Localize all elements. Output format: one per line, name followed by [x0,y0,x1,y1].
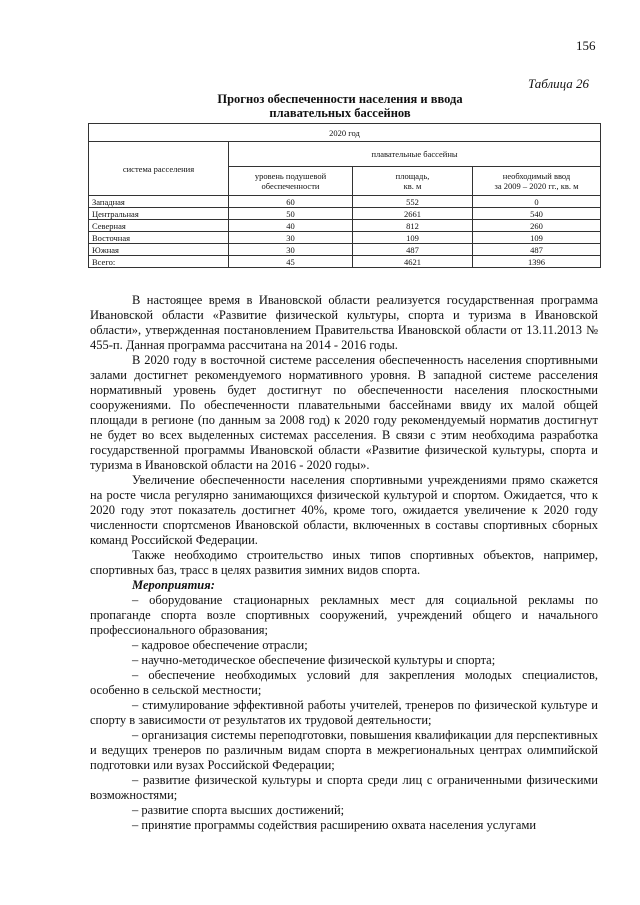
cell-level: 30 [229,232,353,244]
cell-area: 109 [353,232,473,244]
cell-system: Южная [89,244,229,256]
cell-need: 109 [473,232,601,244]
cell-need: 487 [473,244,601,256]
header-line: кв. м [403,181,422,191]
cell-level: 45 [229,256,353,268]
header-line: уровень подушевой [254,171,327,181]
table-header-row [89,142,601,167]
list-item: – научно-методическое обеспечение физической культуры и спорта; [132,653,496,667]
cell-system: Западная [89,196,229,208]
table-header-row [89,124,601,142]
cell-level: 50 [229,208,353,220]
header-line: за 2009 – 2020 гг., кв. м [494,181,579,191]
paragraph: В настоящее время в Ивановской области реализуется государственная программа Ивановской области «Развитие физической культуры, спорта и туризма в Ивановской области», утвержденная постановлением Правительства Ивановской области от 13.11.2013 № 455-п. Данная программа рассчитана на 2014 - 2016 годы. [90,293,598,352]
cell-level: 40 [229,220,353,232]
list-item: – кадровое обеспечение отрасли; [132,638,308,652]
cell-system: Восточная [89,232,229,244]
table-title-line: Прогноз обеспеченности населения и ввода [217,92,463,106]
cell-level: 30 [229,244,353,256]
table-row [89,220,601,232]
table-caption: Таблица 26 [528,76,590,91]
header-line: площадь, [395,171,430,181]
table-row [89,232,601,244]
cell-system: Центральная [89,208,229,220]
column-header-system: система расселения [89,142,229,196]
paragraph: Также необходимо строительство иных типов спортивных объектов, например, спортивных баз, трасс в целях развития зимних видов спорта. [90,548,598,577]
table-title-line: плавательных бассейнов [269,106,411,120]
cell-need: 0 [473,196,601,208]
list-item: – развитие спорта высших достижений; [132,803,345,817]
list-item: – стимулирование эффективной работы учителей, тренеров по физической культуре и спорту в зависимости от результатов их трудовой деятельности; [90,698,598,727]
list-item: – организация системы переподготовки, повышения квалификации для перспективных и ведущих тренеров по различным видам спорта в межрегиональных центрах олимпийской подготовки или вузах Российской Федерации; [90,728,598,772]
year-header: 2020 год [89,124,601,142]
measures-heading: Мероприятия: [132,578,215,592]
cell-area: 812 [353,220,473,232]
cell-level: 60 [229,196,353,208]
cell-need: 1396 [473,256,601,268]
column-group-header: плавательные бассейны [229,142,601,167]
table-row [89,196,601,208]
cell-area: 552 [353,196,473,208]
cell-system: Северная [89,220,229,232]
paragraph: Увеличение обеспеченности населения спортивными учреждениями прямо скажется на росте числа регулярно занимающихся физической культурой и спортом. Ожидается, что к 2020 году этот показатель достигнет 40%, кроме того, ожидается увеличение к 2020 году численности спортсменов Ивановской области, включенных в составы спортивных сборных команд Российской Федерации. [90,473,598,547]
list-item: – принятие программы содействия расширению охвата населения услугами [132,818,537,832]
list-item: – развитие физической культуры и спорта среди лиц с ограниченными физическими возможностями; [90,773,598,802]
cell-need: 260 [473,220,601,232]
cell-system: Всего: [89,256,229,268]
cell-area: 4621 [353,256,473,268]
cell-area: 2661 [353,208,473,220]
table-row-total [89,256,601,268]
header-line: обеспеченности [261,181,320,191]
table-title [150,92,530,120]
column-header-need [473,167,601,196]
list-item: – оборудование стационарных рекламных мест для социальной рекламы по пропаганде спорта возле спортивных сооружений, учреждений общего и начального профессионального образования; [90,593,598,637]
forecast-table [88,123,601,268]
table-row [89,208,601,220]
table-row [89,244,601,256]
cell-need: 540 [473,208,601,220]
list-item: – обеспечение необходимых условий для закрепления молодых специалистов, особенно в сельской местности; [90,668,598,697]
column-header-area [353,167,473,196]
paragraph: В 2020 году в восточной системе расселения обеспеченность населения спортивными залами достигнет рекомендуемого нормативного уровня. В западной системе расселения нормативный уровень будет достигнут по обеспеченности населения плоскостными сооружениями. По обеспеченности плавательными бассейнами ввиду их малой общей площади в регионе (по данным за 2008 год) к 2020 году рекомендуемый норматив достигнут не будет во всех выделенных системах расселения. В связи с этим необходима разработка государственной программы Ивановской области «Развитие физической культуры, спорта и туризма в Ивановской области на 2016 - 2020 годы». [90,353,598,472]
cell-area: 487 [353,244,473,256]
page-number: 156 [576,38,596,53]
body-text [90,293,598,833]
header-line: необходимый ввод [502,171,571,181]
column-header-level [229,167,353,196]
